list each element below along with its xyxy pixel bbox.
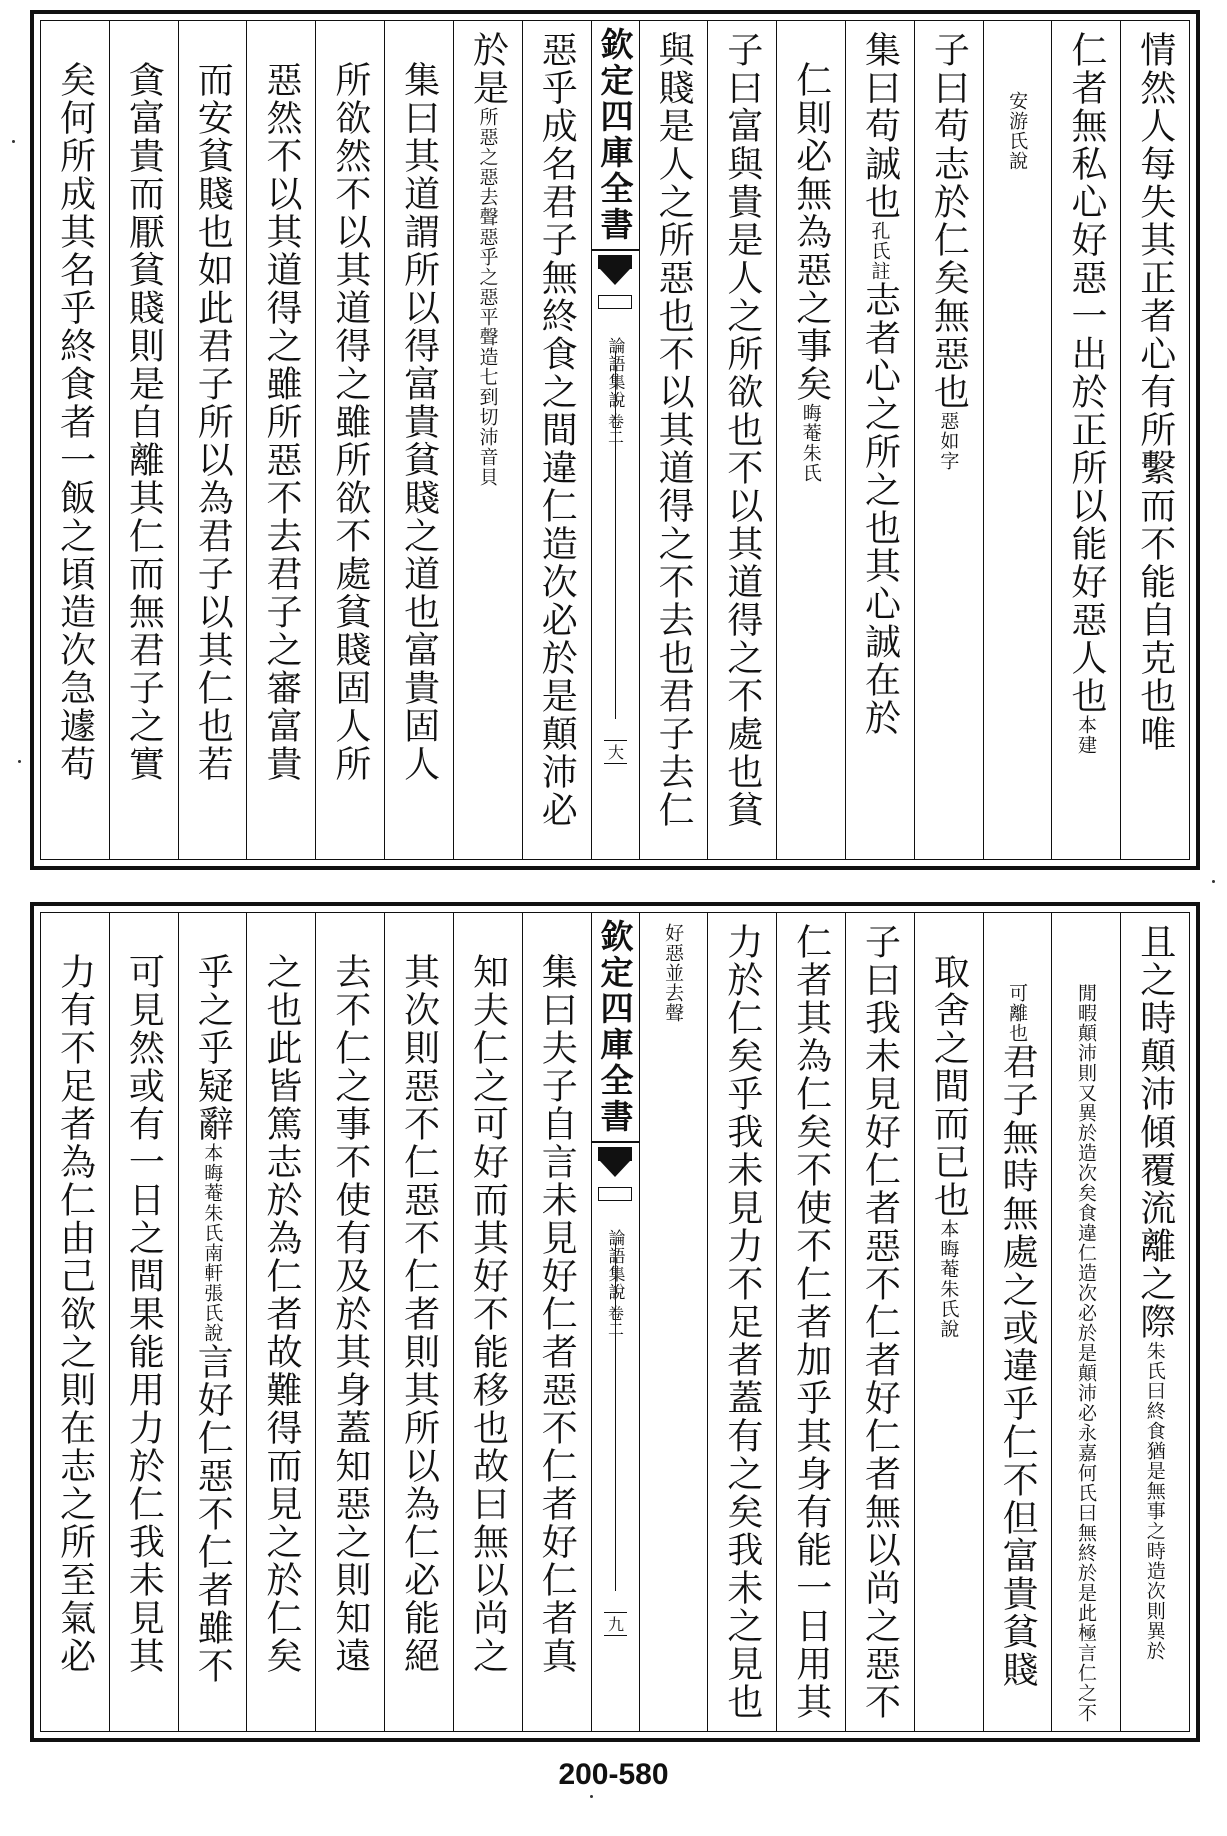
column-text <box>261 21 302 859</box>
main-text: 仁者其為仁矣不使不仁者加乎其身有能一日用其 <box>790 923 832 1721</box>
text-column <box>914 913 983 1731</box>
page-footer-number: 200-580 <box>558 1758 669 1791</box>
banner-rule <box>615 351 616 719</box>
fish-tail-mark-lower <box>598 295 632 331</box>
annotation-note <box>1075 983 1096 1423</box>
annotation-line: 食違仁造次必於是顛沛必 <box>1074 1203 1097 1423</box>
column-text <box>54 21 95 859</box>
text-column <box>246 21 315 859</box>
text-column <box>384 21 453 859</box>
main-text: 子曰我未見好仁者惡不仁者好仁者無以尚之惡不 <box>859 923 901 1721</box>
text-column <box>315 913 384 1731</box>
main-text: 力於仁矣乎我未見力不足者蓋有之矣我未之見也 <box>721 923 763 1721</box>
annotation-line: 平聲造七到切沛音貝 <box>476 307 499 487</box>
scan-speck <box>12 140 15 143</box>
annotation-note <box>662 923 683 1023</box>
annotation-note <box>869 221 890 281</box>
annotation-note <box>937 411 958 471</box>
lower-page-columns <box>41 913 1189 1731</box>
text-column <box>983 913 1052 1731</box>
annotation-note <box>1144 1341 1165 1661</box>
column-text <box>928 913 969 1731</box>
column-text <box>997 913 1038 1731</box>
text-column <box>983 21 1052 859</box>
scan-speck <box>590 1795 593 1798</box>
column-text <box>653 21 694 859</box>
text-column <box>1120 913 1189 1731</box>
main-text: 且之時顛沛傾覆流離之際 <box>1134 923 1176 1341</box>
text-column <box>1051 21 1120 859</box>
main-text: 去不仁之事不使有及於其身蓋知惡之則知遠 <box>329 953 371 1675</box>
text-column <box>776 21 845 859</box>
main-text: 集曰苟誠也 <box>859 31 901 221</box>
scan-speck <box>18 760 21 763</box>
annotation-line: 所惡之惡去聲惡乎之惡 <box>476 107 499 307</box>
annotation-line: 好惡並 <box>662 923 685 983</box>
annotation-note <box>201 1143 222 1343</box>
main-text: 集曰夫子自言未見好仁者惡不仁者好仁者真 <box>536 953 578 1675</box>
text-column <box>453 913 522 1731</box>
page-margin-banner <box>591 913 639 1731</box>
banner-page-number: 大 <box>604 740 627 764</box>
fish-tail-outline <box>599 1200 631 1218</box>
column-text <box>1134 21 1175 859</box>
main-text: 於是 <box>467 31 509 107</box>
banner-page-number: 九 <box>604 1612 627 1636</box>
annotation-line: 註 <box>868 261 891 281</box>
annotation-line: 去聲 <box>662 983 685 1023</box>
upper-page <box>30 10 1200 870</box>
page-margin-banner <box>591 21 639 859</box>
column-text <box>398 913 439 1731</box>
annotation-line: 氏說 <box>1006 131 1029 171</box>
column-text <box>329 21 370 859</box>
column-text <box>261 913 302 1731</box>
text-column <box>522 21 591 859</box>
annotation-line: 安游 <box>1006 91 1029 131</box>
annotation-line: 字 <box>937 451 960 471</box>
annotation-line: 惡如 <box>937 411 960 451</box>
banner-volume: 卷二 <box>605 413 625 445</box>
banner-title: 欽定四庫全書 <box>592 25 639 251</box>
banner-volume: 卷二 <box>605 1305 625 1337</box>
annotation-note <box>1006 91 1027 171</box>
fish-tail-mark-upper <box>598 1147 632 1183</box>
upper-page-columns <box>41 21 1189 859</box>
annotation-line: 事之時造次則異於 <box>1143 1501 1166 1661</box>
column-text <box>192 21 233 859</box>
column-text <box>1066 913 1107 1731</box>
text-column <box>707 913 776 1731</box>
annotation-line: 孔氏 <box>868 221 891 261</box>
banner-rule <box>615 1243 616 1591</box>
annotation-line: 閒暇顛沛則又異於造次矣 <box>1074 983 1097 1203</box>
column-text <box>536 21 577 859</box>
annotation-line: 建 <box>1074 735 1097 755</box>
main-text-continued: 言好仁惡不仁者雖不 <box>192 1343 234 1685</box>
column-text <box>536 913 577 1731</box>
text-column <box>914 21 983 859</box>
upper-page-frame <box>40 20 1190 860</box>
main-text: 子曰富與貴是人之所欲也不以其道得之不處也貧 <box>721 31 763 829</box>
text-column <box>453 21 522 859</box>
text-column <box>707 21 776 859</box>
column-text <box>54 913 95 1731</box>
text-column <box>845 913 914 1731</box>
text-column <box>41 21 109 859</box>
main-text: 之也此皆篤志於為仁者故難得而見之於仁矣 <box>261 953 303 1675</box>
text-column <box>246 913 315 1731</box>
main-text: 取舍之間而已也 <box>928 953 970 1219</box>
main-text: 力有不足者為仁由己欲之則在志之所至氣必 <box>54 953 96 1675</box>
column-text <box>467 21 508 859</box>
fish-tail-mark-lower <box>598 1187 632 1223</box>
column-text <box>790 913 831 1731</box>
main-text-continued: 君子無時無處之或違乎仁不但富貴貧賤 <box>997 1043 1039 1689</box>
text-column <box>384 913 453 1731</box>
main-text: 與賤是人之所惡也不以其道得之不去也君子去仁 <box>653 31 695 829</box>
main-text: 仁者無私心好惡一出於正所以能好惡人也 <box>1065 31 1107 715</box>
lower-page-frame <box>40 912 1190 1732</box>
column-text <box>928 21 969 859</box>
column-text <box>329 913 370 1731</box>
annotation-line: 本 <box>1074 715 1097 735</box>
main-text: 而安貧賤也如此君子所以為君子以其仁也若 <box>192 61 234 783</box>
column-text <box>467 913 508 1731</box>
banner-title: 欽定四庫全書 <box>592 917 639 1143</box>
annotation-line: 於是此極言仁之不 <box>1074 1563 1097 1723</box>
annotation-note <box>1075 715 1096 755</box>
main-text: 可見然或有一日之間果能用力於仁我未見其 <box>123 953 165 1675</box>
main-text: 仁則必無為惡之事矣 <box>790 61 832 403</box>
annotation-line: 永嘉何氏曰無終 <box>1074 1423 1097 1563</box>
scan-speck <box>1212 880 1215 883</box>
text-column <box>639 913 708 1731</box>
annotation-line: 朱氏說 <box>937 1279 960 1339</box>
text-column <box>178 21 247 859</box>
text-column <box>1051 913 1120 1731</box>
column-text <box>192 913 233 1731</box>
text-column <box>639 21 708 859</box>
column-text <box>398 21 439 859</box>
column-text <box>790 21 831 859</box>
annotation-line: 晦菴 <box>799 403 822 443</box>
main-text: 情然人每失其正者心有所繫而不能自克也唯 <box>1134 31 1176 753</box>
column-text <box>722 21 763 859</box>
annotation-note <box>1075 1423 1096 1723</box>
column-text <box>1134 913 1175 1731</box>
text-column <box>178 913 247 1731</box>
banner-book-title: 論語集說 <box>604 337 625 409</box>
text-column <box>109 913 178 1731</box>
annotation-note <box>1006 983 1027 1043</box>
column-text <box>722 913 763 1731</box>
annotation-note <box>937 1219 958 1339</box>
banner-book-title: 論語集說 <box>604 1229 625 1301</box>
main-text: 貪富貴而厭貧賤則是自離其仁而無君子之實 <box>123 61 165 783</box>
annotation-line: 朱氏 <box>799 443 822 483</box>
annotation-note <box>800 403 821 483</box>
column-text <box>997 21 1038 859</box>
annotation-line: 可離 <box>1006 983 1029 1023</box>
column-text <box>1066 21 1107 859</box>
annotation-note <box>477 107 498 487</box>
main-text: 其次則惡不仁惡不仁者則其所以為仁必能絕 <box>398 953 440 1675</box>
fish-tail-outline <box>599 308 631 326</box>
text-column <box>1120 21 1189 859</box>
column-text <box>653 913 694 1731</box>
annotation-line: 也 <box>1006 1023 1029 1043</box>
column-text <box>123 913 164 1731</box>
annotation-line: 朱氏曰終食猶是無 <box>1143 1341 1166 1501</box>
main-text: 集曰其道謂所以得富貴貧賤之道也富貴固人 <box>398 61 440 783</box>
main-text: 惡然不以其道得之雖所惡不去君子之審富貴 <box>261 61 303 783</box>
text-column <box>776 913 845 1731</box>
main-text: 矣何所成其名乎終食者一飯之頃造次急遽苟 <box>54 61 96 783</box>
fish-tail-mark-upper <box>598 255 632 291</box>
main-text: 惡乎成名君子無終食之間違仁造次必於是顛沛必 <box>536 31 578 829</box>
main-text: 乎之乎疑辭 <box>192 953 234 1143</box>
lower-page <box>30 902 1200 1742</box>
text-column <box>41 913 109 1731</box>
column-text <box>859 913 900 1731</box>
main-text-continued: 志者心之所之也其心誠在於 <box>859 281 901 737</box>
text-column <box>109 21 178 859</box>
annotation-line: 本晦菴朱氏 <box>201 1143 224 1243</box>
main-text: 知夫仁之可好而其好不能移也故曰無以尚之 <box>467 953 509 1675</box>
column-text <box>123 21 164 859</box>
main-text: 子曰苟志於仁矣無惡也 <box>928 31 970 411</box>
text-column <box>845 21 914 859</box>
text-column <box>522 913 591 1731</box>
column-text <box>859 21 900 859</box>
annotation-line: 本晦菴 <box>937 1219 960 1279</box>
text-column <box>315 21 384 859</box>
main-text: 所欲然不以其道得之雖所欲不處貧賤固人所 <box>329 61 371 783</box>
annotation-line: 南軒張氏說 <box>201 1243 224 1343</box>
